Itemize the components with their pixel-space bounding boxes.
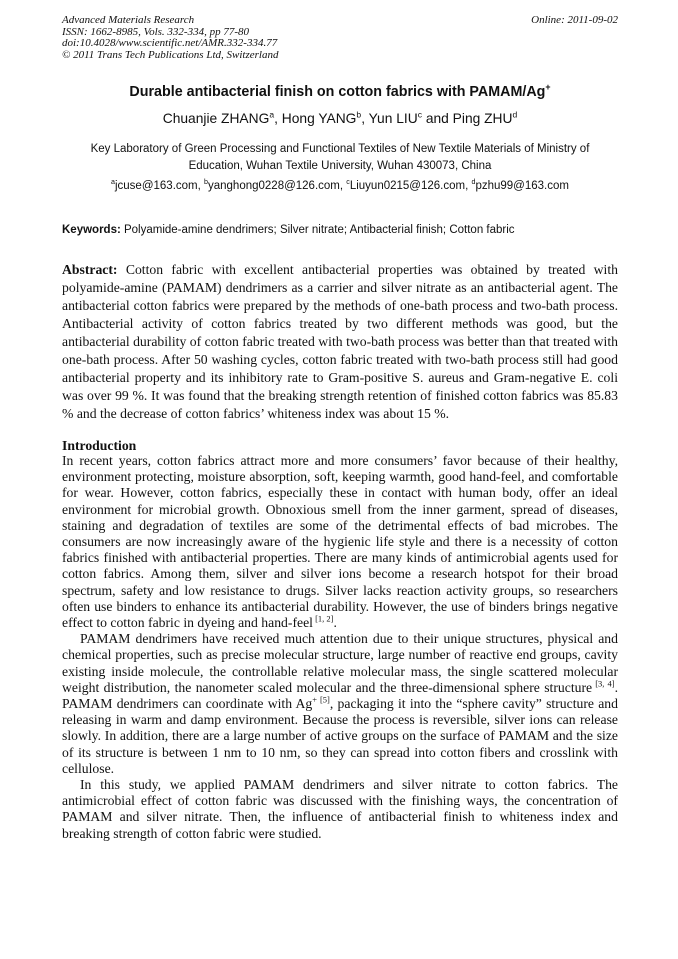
journal-header — [62, 15, 618, 61]
journal-copyright-line: © 2011 Trans Tech Publications Ltd, Switzerland — [62, 48, 279, 61]
section-heading-introduction: Introduction — [62, 438, 137, 453]
journal-header-left — [62, 15, 278, 61]
intro-paragraph-2: PAMAM dendrimers have received much attention due to their unique structures, physical and chemical properties, such as precise molecular structure, large number of reactive end groups, cavity existing inside molecule, the controllable relative molecular mass, the single scattered molecular weight distribution, the nanometer scaled molecular and the three-dimensional sphere structure [3, 4]. PAMAM dendrimers can coordinate with $Ag^{+ [5]}$, packaging it into the “sphere cavity” structure and releasing in warm and damp environment. Because the process is reversible, silver ions can release slowly. In addition, there are a large number of active groups on the surface of PAMAM and the size of its structure is between 1 nm to 10 nm, so they can spread into cotton fibers and crosslink with cellulose. — [62, 631, 619, 776]
author-emails: $^a$jcuse@163.com, $^b$yanghong0228@126.com, $^c$Liuyun0215@126.com, $^d$pzhu99@163.com — [111, 178, 569, 192]
journal-issn-line: ISSN: 1662-8985, Vols. 332-334, pp 77-80 — [62, 25, 249, 38]
intro-paragraph-1: In recent years, cotton fabrics attract more and more consumers’ favor because of their healthy, environment protecting, moisture absorption, soft, keeping warmth, good hand-feel, and comfortable for wear. However, cotton fabrics, especially these in contact with human body, offer an ideal environment for microbial growth. Obnoxious smell from the inner garment, spread of diseases, staining and degradation of textiles are some of the detrimental effects of bad microbes. The consumers are now increasingly aware of the hygienic life style and there is a necessity of cotton fabrics finished with antibacterial properties. There are many kinds of antimicrobial agents used for cotton fabrics. Among them, silver and silver ions become a research hotspot for their broad spectrum, safety and low resistance to drugs. Silver lacks reaction activity groups, so researchers often use binders to enhance its antibacterial durability. However, the use of binders brings negative effect to cotton fabric in dyeing and hand-feel [1, 2]. — [62, 453, 618, 631]
intro-paragraph-3: In this study, we applied PAMAM dendrimers and silver nitrate to cotton fabrics. The antimicrobial effect of cotton fabric was discussed with the finishing ways, the concentration of PAMAM and silver nitrate. Then, the influence of antibacterial finish to whiteness index and breaking strength of cotton fabric were studied. — [62, 777, 618, 841]
abstract-paragraph: Abstract: Cotton fabric with excellent antibacterial properties was obtained by treated with polyamide-amine (PAMAM) dendrimers as a carrier and silver nitrate as an antibacterial agent. The antibacterial cotton fabrics were prepared by the methods of one-bath process and two-bath process. Antibacterial activity of cotton fabrics treated by two different methods was good, but the antibacterial durability of cotton fabric treated with two-bath process was better than that treated with one-bath process. After 50 washing cycles, cotton fabric treated with two-bath process still had good antibacterial property and its inhibitory rate to Gram-positive S. aureus and Gram-negative E. coli was over 99 %. It was found that the breaking strength retention of finished cotton fabrics was 85.83 % and the decrease of cotton fabrics’ whiteness index was about 15 %. — [62, 262, 618, 421]
paper-title: Durable antibacterial finish on cotton fabrics with PAMAM/Ag+ — [129, 82, 551, 100]
authors-line: Chuanjie ZHANG$^a$, Hong YANG$^b$, Yun LIU$^c$ and Ping ZHU$^d$ — [162, 109, 518, 126]
online-date: Online: 2011-09-02 — [531, 14, 618, 26]
journal-doi-line: doi:10.4028/www.scientific.net/AMR.332-334.77 — [62, 37, 278, 49]
keywords-line: Keywords: Polyamide-amine dendrimers; Silver nitrate; Antibacterial finish; Cotton fabric — [62, 224, 515, 236]
affiliation: Key Laboratory of Green Processing and Functional Textiles of New Textile Materials of Ministry of Education, Wuhan Textile University, Wuhan 430073, China — [90, 143, 590, 172]
journal-name: Advanced Materials Research — [62, 14, 195, 26]
